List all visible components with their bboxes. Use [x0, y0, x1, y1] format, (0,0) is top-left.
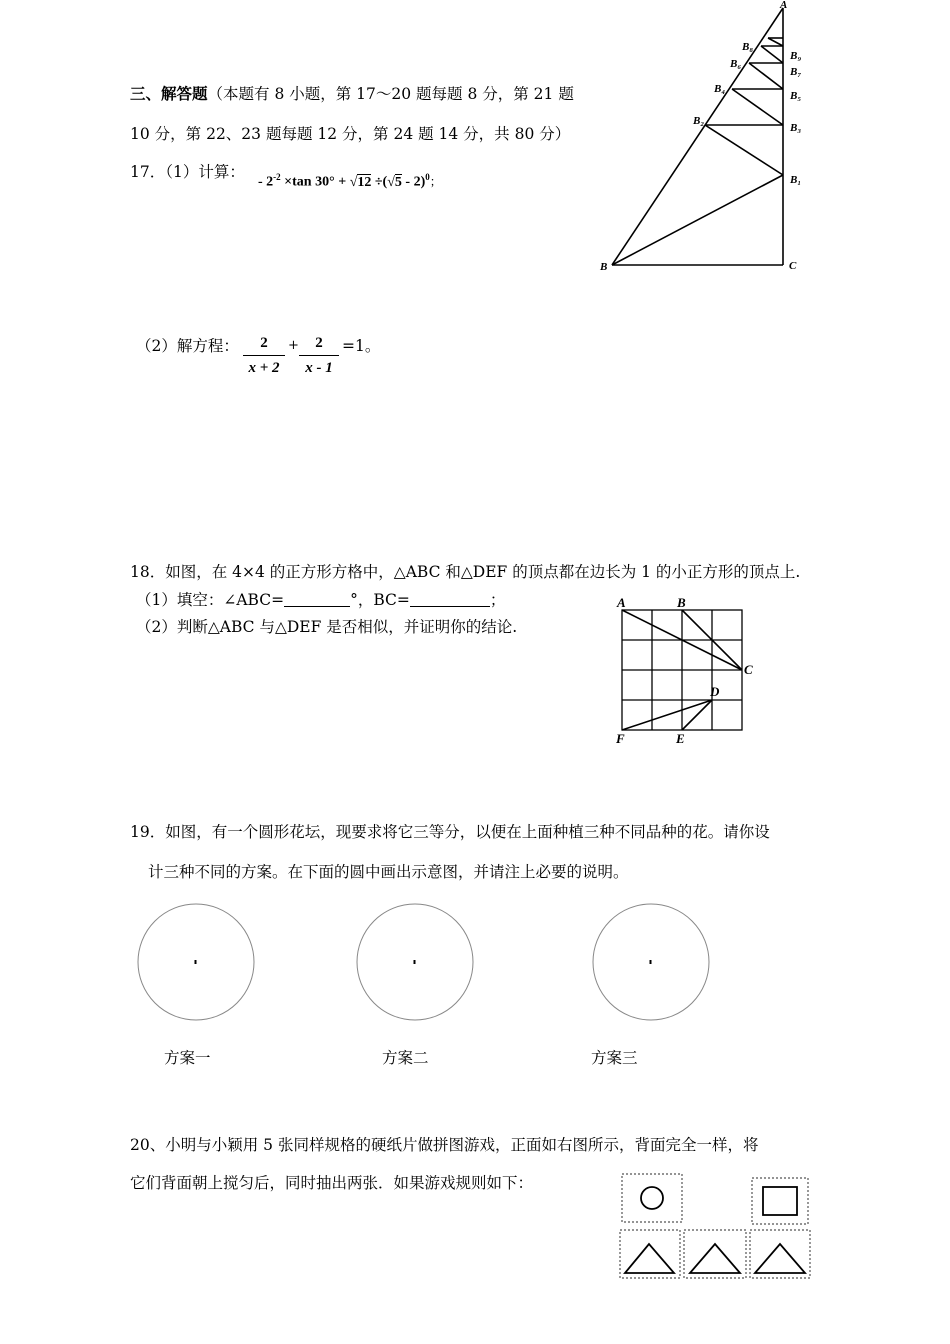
grid-figure: [608, 594, 758, 746]
center-dot-3: [650, 960, 652, 964]
grid-label-C: C: [744, 662, 753, 677]
cards-figure: [614, 1168, 820, 1284]
label-B8: B₈: [742, 41, 754, 53]
plan-label-2: 方案二: [382, 1049, 429, 1067]
fraction-2: [299, 335, 339, 377]
expr-base: 2: [266, 174, 274, 190]
sqrt-12: √12: [349, 174, 372, 190]
expr-zero: 0: [425, 172, 430, 182]
grid-label-D: D: [710, 684, 720, 699]
fraction-1: [243, 335, 285, 377]
expr-exponent: -2: [273, 172, 281, 182]
q18-part1-b: °，BC=: [350, 591, 410, 609]
plan-label-1: 方案一: [164, 1049, 211, 1067]
line-b2-b1: [705, 125, 783, 175]
plan-label-3: 方案三: [591, 1049, 638, 1067]
line-top-diag: [768, 38, 783, 46]
q17-part1-label: 17．（1）计算：: [130, 163, 245, 181]
answer-blank-bc[interactable]: [410, 592, 490, 607]
label-B4: B₄: [714, 83, 726, 95]
triangle-shape-icon-2: [690, 1244, 740, 1273]
label-B5: B₅: [790, 90, 802, 102]
q18-line1: 18．如图，在 4×4 的正方形方格中，△ABC 和△DEF 的顶点都在边长为 1 的小正方形的顶点上.: [130, 563, 801, 581]
triangle-figure: [590, 0, 820, 280]
sqrt-5: √5: [387, 174, 402, 190]
fraction-2-bar: [299, 355, 339, 356]
label-C: C: [789, 260, 797, 272]
circle-figures: [130, 896, 730, 1026]
label-B6: B₆: [730, 58, 742, 70]
triangle-shape-icon-3: [755, 1244, 805, 1273]
line-b8-b7: [761, 46, 783, 63]
q18-part1-c: ；: [489, 591, 506, 609]
equation-tail: =1。: [342, 337, 381, 355]
grid-label-E: E: [676, 731, 685, 746]
square-shape-icon: [763, 1187, 797, 1215]
expr-minus: -: [258, 174, 263, 190]
label-A: A: [780, 0, 788, 11]
q19-line2: 计三种不同的方案。在下面的圆中画出示意图，并请注上必要的说明。: [148, 863, 629, 881]
circle-shape-icon: [641, 1187, 663, 1209]
line-ab: [612, 8, 783, 265]
card-square: [752, 1178, 808, 1224]
label-B2: B₂: [693, 115, 705, 127]
section-header: [130, 84, 574, 104]
q18-part1: [136, 590, 505, 610]
center-dot-2: [414, 960, 416, 964]
card-triangle-2: [684, 1230, 746, 1278]
label-B7: B₇: [790, 66, 802, 78]
fraction-1-denominator: x + 2: [248, 360, 280, 376]
card-circle: [622, 1174, 682, 1222]
q19-line1: 19．如图，有一个圆形花坛，现要求将它三等分，以便在上面种植三种不同品种的花。请你设: [130, 823, 770, 841]
expr-plus: +: [338, 174, 347, 190]
label-B: B: [600, 261, 608, 273]
q20-line1: 20、小明与小颖用 5 张同样规格的硬纸片做拼图游戏，正面如右图所示，背面完全一样，将: [130, 1136, 759, 1154]
q18-part2: （2）判断△ABC 与△DEF 是否相似，并证明你的结论.: [136, 618, 518, 636]
q17-expression: [258, 172, 442, 191]
section-note-2: 10 分，第 22、23 题每题 12 分，第 24 题 14 分，共 80 分）: [130, 125, 571, 143]
triangle-shape-icon-1: [625, 1244, 674, 1273]
fraction-2-denominator: x - 1: [305, 360, 333, 376]
expr-semicolon: ；: [429, 174, 442, 189]
grid-label-F: F: [616, 731, 625, 746]
expr-div: ÷(: [374, 174, 388, 190]
fraction-1-bar: [243, 355, 285, 356]
section-heading: 三、解答题: [130, 84, 208, 103]
grid-label-A: A: [617, 595, 626, 610]
fraction-1-numerator: 2: [260, 335, 268, 351]
q20-line2: 它们背面朝上搅匀后，同时抽出两张．如果游戏规则如下：: [130, 1174, 534, 1192]
expr-tan: ×tan 30°: [284, 174, 335, 190]
answer-blank-angle[interactable]: [284, 592, 350, 607]
line-b4-b3: [732, 89, 783, 125]
plus-sign: +: [288, 338, 299, 353]
line-b-b1: [612, 175, 783, 265]
label-B9: B₉: [790, 50, 802, 62]
card-triangle-3: [750, 1230, 810, 1278]
expr-minus-2: - 2): [405, 174, 426, 190]
center-dot-1: [195, 960, 197, 964]
q18-part1-a: （1）填空：∠ABC=: [136, 591, 285, 609]
grid-label-B: B: [677, 595, 686, 610]
section-note-1: （本题有 8 小题，第 17～20 题每题 8 分，第 21 题: [207, 85, 574, 103]
line-b6-b5: [749, 63, 783, 89]
label-B1: B₁: [790, 174, 802, 186]
line-fd: [622, 700, 712, 730]
fraction-2-numerator: 2: [315, 335, 323, 351]
q17-part2-label: （2）解方程：: [136, 337, 239, 355]
label-B3: B₃: [790, 122, 802, 134]
